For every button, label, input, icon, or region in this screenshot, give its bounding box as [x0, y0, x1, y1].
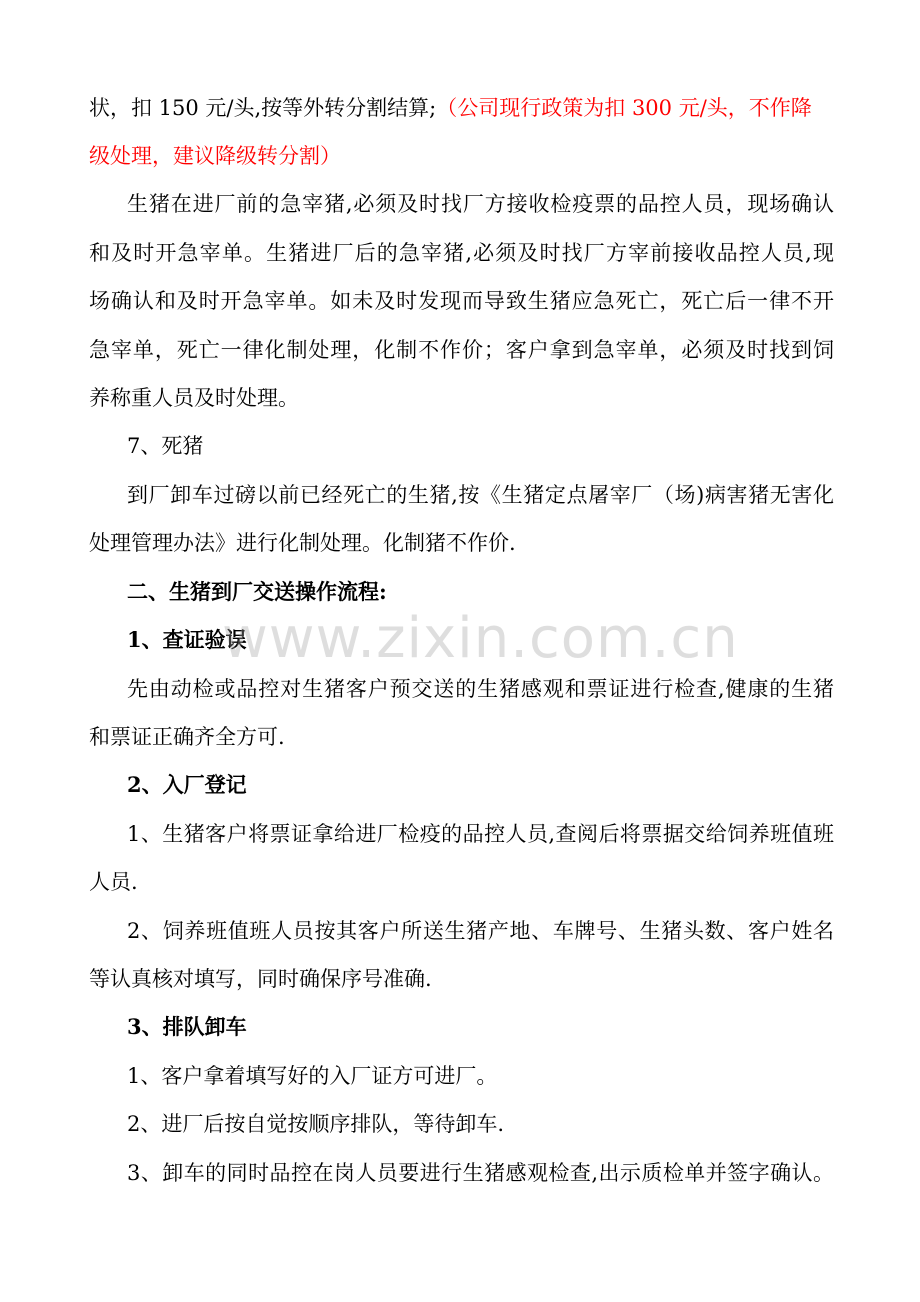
paragraph-line: 到厂卸车过磅以前已经死亡的生猪,按《生猪定点屠宰厂（场)病害猪无害化 [127, 483, 834, 507]
paragraph-line: 场确认和及时开急宰单。如未及时发现而导致生猪应急死亡，死亡后一律不开 [89, 289, 834, 313]
paragraph-line: 2、饲养班值班人员按其客户所送生猪产地、车牌号、生猪头数、客户姓名 [127, 919, 834, 943]
policy-note-red: （公司现行政策为扣 300 元/头，不作降 [436, 96, 812, 120]
paragraph-line: 1、生猪客户将票证拿给进厂检疫的品控人员,查阅后将票据交给饲养班值班 [127, 822, 834, 846]
step-heading: 2、入厂登记 [127, 772, 247, 797]
item-heading: 7、死猪 [127, 434, 204, 458]
paragraph-line: 急宰单，死亡一律化制处理，化制不作价；客户拿到急宰单，必须及时找到饲 [89, 338, 834, 362]
policy-note-red-continued: 级处理，建议降级转分割） [89, 144, 341, 168]
penalty-text: 状，扣 150 元/头,按等外转分割结算; [89, 96, 437, 120]
paragraph-line: 和及时开急宰单。生猪进厂后的急宰猪,必须及时找厂方宰前接收品控人员,现 [89, 241, 834, 265]
list-item: 2、进厂后按自觉按顺序排队，等待卸车. [127, 1112, 505, 1136]
list-item: 1、客户拿着填写好的入厂证方可进厂。 [127, 1064, 498, 1088]
paragraph-line [89, 94, 834, 122]
list-item: 3、卸车的同时品控在岗人员要进行生猪感观检查,出示质检单并签字确认。 [127, 1161, 834, 1185]
paragraph-line: 生猪在进厂前的急宰猪,必须及时找厂方接收检疫票的品控人员，现场确认 [127, 192, 834, 216]
paragraph-line: 先由动检或品控对生猪客户预交送的生猪感观和票证进行检查,健康的生猪 [127, 677, 834, 701]
paragraph-line: 处理管理办法》进行化制处理。化制猪不作价. [89, 531, 516, 555]
paragraph-line: 人员. [89, 870, 138, 894]
watermark-text: www.zixin.com.cn [222, 606, 739, 671]
step-heading: 3、排队卸车 [127, 1014, 247, 1039]
paragraph-line: 养称重人员及时处理。 [89, 386, 299, 410]
section-heading: 二、生猪到厂交送操作流程: [127, 579, 387, 604]
step-heading: 1、查证验误 [127, 627, 247, 652]
paragraph-line: 等认真核对填写，同时确保序号准确. [89, 967, 432, 991]
paragraph-line: 和票证正确齐全方可. [89, 725, 285, 749]
